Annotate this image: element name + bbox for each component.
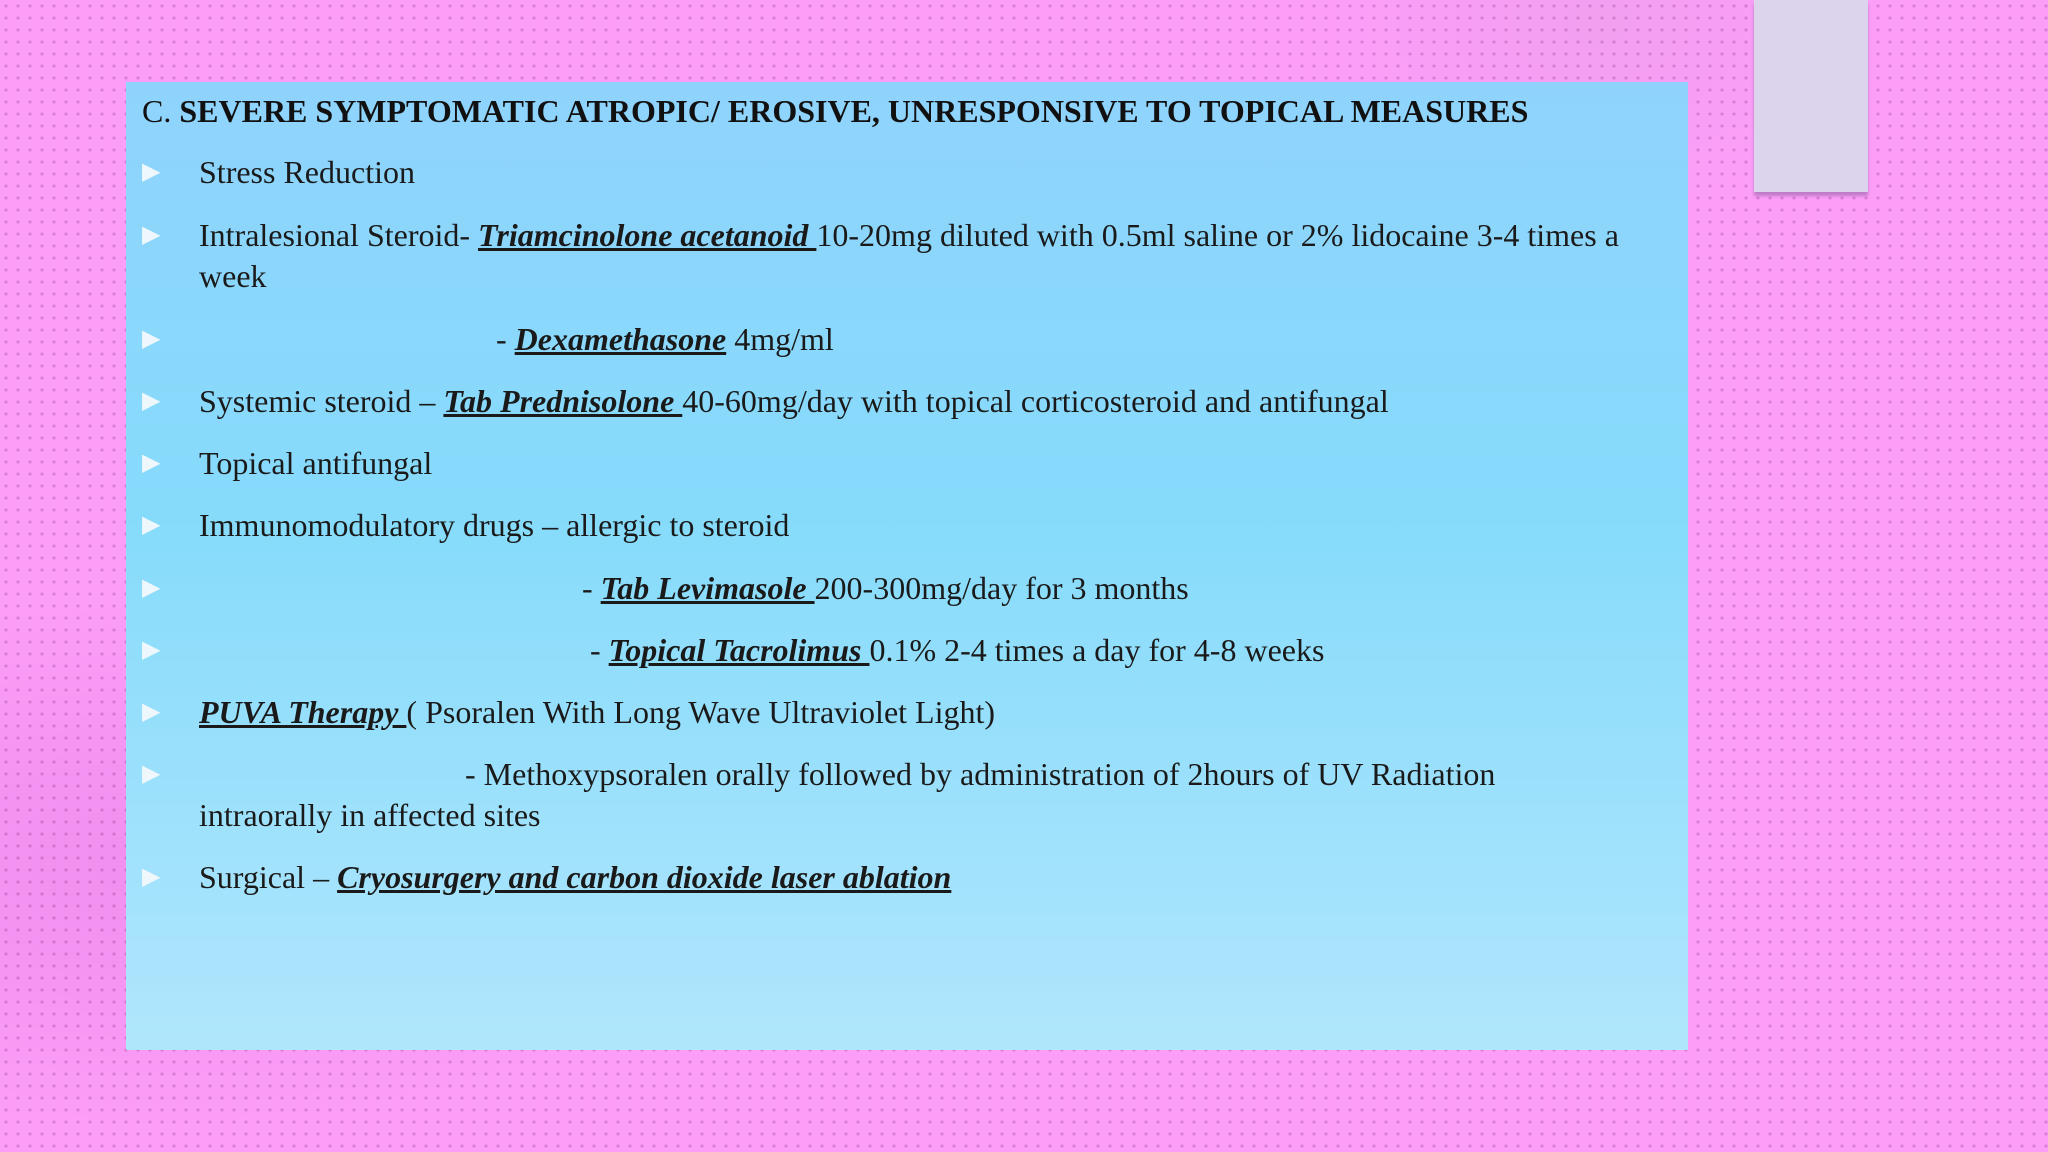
triangle-right-icon: ▶ [142, 864, 161, 890]
bullet-text: - [496, 321, 515, 357]
triangle-right-icon: ▶ [142, 637, 161, 663]
drug-name: Tab Levimasole [600, 570, 815, 606]
bullet-puva-therapy [142, 692, 1662, 733]
bullet-immunomodulatory-drugs [142, 505, 1662, 546]
triangle-right-icon: ▶ [142, 761, 161, 787]
drug-name: Dexamethasone [514, 321, 727, 357]
bullet-text: ( Psoralen With Long Wave Ultraviolet Light) [406, 694, 996, 730]
drug-name: Triamcinolone acetanoid [478, 217, 817, 253]
bullet-text: Immunomodulatory drugs – allergic to steroid [199, 507, 790, 543]
bullet-text: 200-300mg/day for 3 months [814, 570, 1189, 606]
bullet-text: - Methoxypsoralen orally followed by administration of 2hours of UV Radiation [465, 756, 1496, 792]
bullet-text: - [582, 570, 601, 606]
bullet-text: 0.1% 2-4 times a day for 4-8 weeks [869, 632, 1325, 668]
triangle-right-icon: ▶ [142, 159, 161, 185]
heading-prefix: C. [142, 93, 180, 129]
bullet-text: Stress Reduction [199, 154, 415, 190]
triangle-right-icon: ▶ [142, 326, 161, 352]
slide-heading [142, 91, 1528, 131]
triangle-right-icon: ▶ [142, 388, 161, 414]
heading-text: SEVERE SYMPTOMATIC ATROPIC/ EROSIVE, UNRESPONSIVE TO TOPICAL MEASURES [179, 93, 1529, 129]
bullet-text: - [590, 632, 609, 668]
content-box [126, 82, 1688, 1050]
drug-name: Cryosurgery and carbon dioxide laser ablation [337, 859, 952, 895]
bullet-text: Systemic steroid – [199, 383, 444, 419]
triangle-right-icon: ▶ [142, 699, 161, 725]
triangle-right-icon: ▶ [142, 450, 161, 476]
bullet-stress-reduction [142, 152, 1662, 193]
bullet-tacrolimus [142, 630, 1662, 671]
bullet-dexamethasone [142, 319, 1662, 360]
triangle-right-icon: ▶ [142, 512, 161, 538]
drug-name: PUVA Therapy [199, 694, 407, 730]
drug-name: Topical Tacrolimus [608, 632, 870, 668]
bullet-text: Topical antifungal [199, 445, 433, 481]
bullet-text: intraorally in affected sites [199, 797, 541, 833]
bullet-levimasole [142, 568, 1662, 609]
bullet-text: 40-60mg/day with topical corticosteroid and antifungal [682, 383, 1389, 419]
bullet-surgical [142, 857, 1662, 898]
bullet-text: 10-20mg diluted with 0.5ml saline or 2% lidocaine 3-4 times a week [199, 217, 1619, 294]
triangle-right-icon: ▶ [142, 575, 161, 601]
bullet-text: 4mg/ml [726, 321, 834, 357]
decorative-tab [1754, 0, 1868, 192]
bullet-methoxypsoralen [142, 754, 1662, 836]
bullet-intralesional-steroid [142, 215, 1662, 297]
bullet-text: Intralesional Steroid- [199, 217, 479, 253]
drug-name: Tab Prednisolone [443, 383, 683, 419]
bullet-systemic-steroid [142, 381, 1662, 422]
bullet-topical-antifungal [142, 443, 1662, 484]
triangle-right-icon: ▶ [142, 222, 161, 248]
bullet-text: Surgical – [199, 859, 338, 895]
